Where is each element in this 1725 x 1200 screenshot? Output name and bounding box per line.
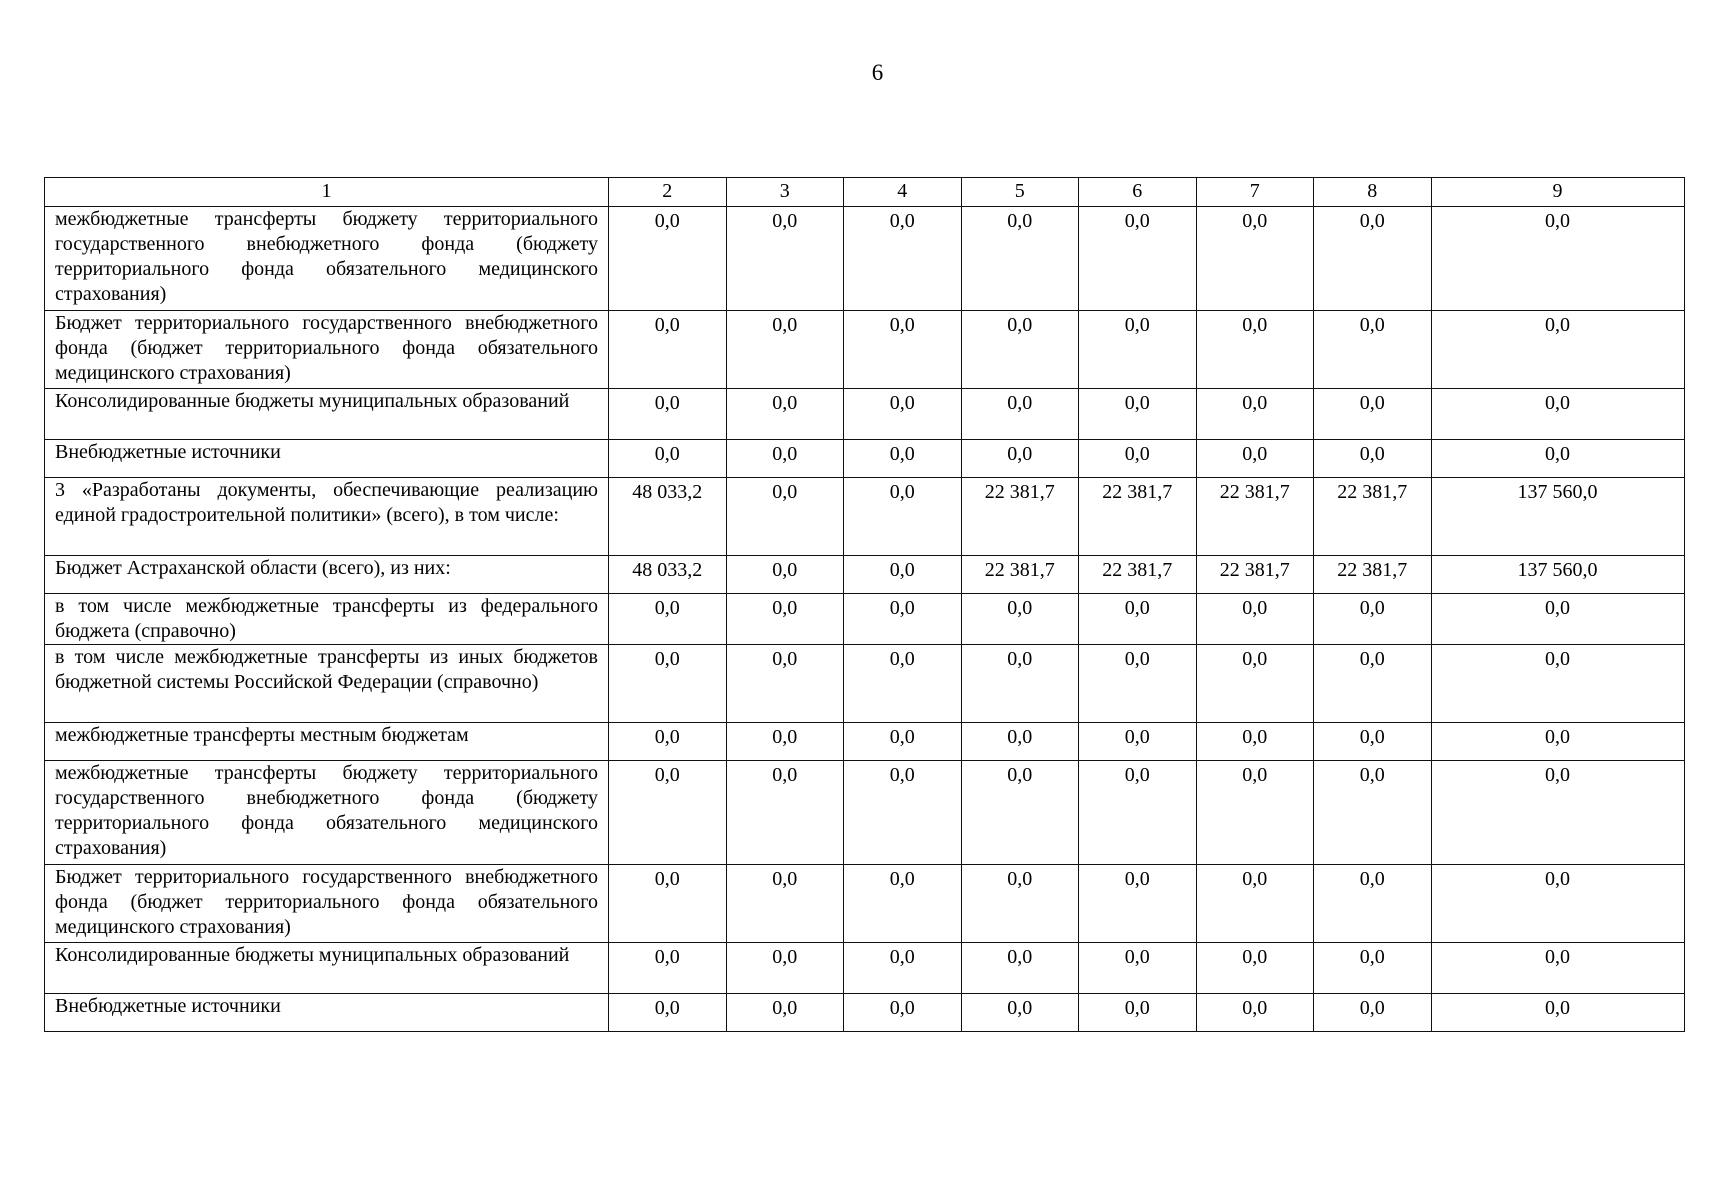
- row-label: Внебюджетные источники: [45, 440, 609, 478]
- column-header: 5: [961, 178, 1079, 207]
- value-cell: 0,0: [844, 761, 962, 865]
- column-header: 2: [609, 178, 727, 207]
- value-cell: 22 381,7: [1079, 556, 1197, 594]
- value-cell: 0,0: [1314, 389, 1432, 440]
- value-cell: 0,0: [1314, 440, 1432, 478]
- value-cell: 0,0: [961, 865, 1079, 943]
- value-cell: 0,0: [1079, 207, 1197, 311]
- value-cell: 22 381,7: [961, 478, 1079, 556]
- value-cell: 0,0: [1196, 594, 1314, 645]
- value-cell: 0,0: [961, 389, 1079, 440]
- value-cell: 0,0: [1196, 865, 1314, 943]
- row-label: межбюджетные трансферты бюджету территориального государственного внебюджетного фонда (бюджету территориального фонда обязательного медицинского страхования): [45, 761, 609, 865]
- value-cell: 0,0: [961, 943, 1079, 994]
- table-row: [45, 556, 1685, 594]
- table-row: [45, 594, 1685, 645]
- value-cell: 0,0: [1431, 761, 1684, 865]
- value-cell: 0,0: [1314, 594, 1432, 645]
- value-cell: 0,0: [609, 311, 727, 389]
- value-cell: 22 381,7: [1196, 478, 1314, 556]
- value-cell: 0,0: [726, 645, 844, 723]
- header-row: [45, 178, 1685, 207]
- value-cell: 0,0: [609, 994, 727, 1032]
- budget-table-body: [45, 178, 1685, 1032]
- value-cell: 0,0: [844, 556, 962, 594]
- table-row: [45, 389, 1685, 440]
- value-cell: 0,0: [961, 994, 1079, 1032]
- value-cell: 0,0: [1196, 389, 1314, 440]
- value-cell: 0,0: [961, 311, 1079, 389]
- row-label: в том числе межбюджетные трансферты из иных бюджетов бюджетной системы Российской Федерации (справочно): [45, 645, 609, 723]
- column-header: 9: [1431, 178, 1684, 207]
- value-cell: 0,0: [844, 943, 962, 994]
- value-cell: 0,0: [1314, 761, 1432, 865]
- value-cell: 0,0: [961, 594, 1079, 645]
- value-cell: 0,0: [726, 389, 844, 440]
- value-cell: 0,0: [961, 761, 1079, 865]
- value-cell: 0,0: [726, 594, 844, 645]
- row-label: Бюджет территориального государственного внебюджетного фонда (бюджет территориального фонда обязательного медицинского страхования): [45, 311, 609, 389]
- value-cell: 0,0: [1079, 311, 1197, 389]
- value-cell: 0,0: [1431, 645, 1684, 723]
- value-cell: 0,0: [609, 865, 727, 943]
- row-label: в том числе межбюджетные трансферты из федерального бюджета (справочно): [45, 594, 609, 645]
- value-cell: 0,0: [609, 389, 727, 440]
- value-cell: 0,0: [1196, 761, 1314, 865]
- value-cell: 0,0: [609, 943, 727, 994]
- value-cell: 0,0: [961, 723, 1079, 761]
- value-cell: 137 560,0: [1431, 478, 1684, 556]
- value-cell: 48 033,2: [609, 478, 727, 556]
- value-cell: 0,0: [1196, 723, 1314, 761]
- column-header: 1: [45, 178, 609, 207]
- column-header: 3: [726, 178, 844, 207]
- value-cell: 0,0: [961, 645, 1079, 723]
- value-cell: 0,0: [844, 478, 962, 556]
- table-row: [45, 994, 1685, 1032]
- table-row: [45, 865, 1685, 943]
- value-cell: 0,0: [1079, 943, 1197, 994]
- value-cell: 0,0: [609, 723, 727, 761]
- row-label: Бюджет Астраханской области (всего), из них:: [45, 556, 609, 594]
- value-cell: 137 560,0: [1431, 556, 1684, 594]
- value-cell: 0,0: [1314, 865, 1432, 943]
- value-cell: 22 381,7: [1314, 556, 1432, 594]
- value-cell: 0,0: [726, 556, 844, 594]
- value-cell: 22 381,7: [961, 556, 1079, 594]
- value-cell: 0,0: [844, 207, 962, 311]
- value-cell: 0,0: [609, 594, 727, 645]
- row-label: Внебюджетные источники: [45, 994, 609, 1032]
- value-cell: 0,0: [1196, 645, 1314, 723]
- column-header: 6: [1079, 178, 1197, 207]
- value-cell: 0,0: [1196, 207, 1314, 311]
- value-cell: 0,0: [726, 943, 844, 994]
- value-cell: 0,0: [726, 311, 844, 389]
- column-header: 7: [1196, 178, 1314, 207]
- value-cell: 0,0: [1431, 207, 1684, 311]
- value-cell: 0,0: [1431, 723, 1684, 761]
- value-cell: 0,0: [1314, 207, 1432, 311]
- value-cell: 0,0: [844, 645, 962, 723]
- value-cell: 0,0: [609, 761, 727, 865]
- value-cell: 0,0: [1196, 311, 1314, 389]
- value-cell: 0,0: [1314, 943, 1432, 994]
- value-cell: 0,0: [1431, 389, 1684, 440]
- value-cell: 0,0: [609, 645, 727, 723]
- value-cell: 0,0: [726, 761, 844, 865]
- value-cell: 0,0: [1431, 994, 1684, 1032]
- row-label: 3 «Разработаны документы, обеспечивающие реализацию единой градостроительной политики» (всего), в том числе:: [45, 478, 609, 556]
- value-cell: 0,0: [726, 865, 844, 943]
- value-cell: 0,0: [844, 440, 962, 478]
- row-label: Бюджет территориального государственного внебюджетного фонда (бюджет территориального фонда обязательного медицинского страхования): [45, 865, 609, 943]
- value-cell: 0,0: [1431, 943, 1684, 994]
- value-cell: 0,0: [726, 994, 844, 1032]
- row-label: Консолидированные бюджеты муниципальных образований: [45, 389, 609, 440]
- table-row: [45, 207, 1685, 311]
- row-label: межбюджетные трансферты бюджету территориального государственного внебюджетного фонда (бюджету территориального фонда обязательного медицинского страхования): [45, 207, 609, 311]
- value-cell: 0,0: [726, 723, 844, 761]
- value-cell: 0,0: [1431, 311, 1684, 389]
- value-cell: 0,0: [726, 207, 844, 311]
- value-cell: 48 033,2: [609, 556, 727, 594]
- value-cell: 0,0: [1079, 865, 1197, 943]
- table-row: [45, 943, 1685, 994]
- value-cell: 0,0: [1079, 761, 1197, 865]
- value-cell: 0,0: [1196, 440, 1314, 478]
- column-header: 4: [844, 178, 962, 207]
- value-cell: 22 381,7: [1196, 556, 1314, 594]
- value-cell: 0,0: [609, 440, 727, 478]
- value-cell: 0,0: [1079, 994, 1197, 1032]
- value-cell: 0,0: [1314, 723, 1432, 761]
- value-cell: 0,0: [844, 311, 962, 389]
- value-cell: 0,0: [726, 440, 844, 478]
- row-label: межбюджетные трансферты местным бюджетам: [45, 723, 609, 761]
- value-cell: 0,0: [1079, 723, 1197, 761]
- value-cell: 0,0: [844, 994, 962, 1032]
- value-cell: 0,0: [961, 207, 1079, 311]
- value-cell: 0,0: [961, 440, 1079, 478]
- value-cell: 0,0: [1079, 594, 1197, 645]
- table-row: [45, 761, 1685, 865]
- table-row: [45, 311, 1685, 389]
- value-cell: 0,0: [844, 723, 962, 761]
- value-cell: 22 381,7: [1079, 478, 1197, 556]
- value-cell: 0,0: [1196, 943, 1314, 994]
- table-row: [45, 723, 1685, 761]
- value-cell: 22 381,7: [1314, 478, 1432, 556]
- value-cell: 0,0: [1079, 389, 1197, 440]
- value-cell: 0,0: [609, 207, 727, 311]
- value-cell: 0,0: [1079, 645, 1197, 723]
- value-cell: 0,0: [1079, 440, 1197, 478]
- value-cell: 0,0: [1431, 594, 1684, 645]
- value-cell: 0,0: [1314, 645, 1432, 723]
- table-row: [45, 478, 1685, 556]
- budget-table: [44, 177, 1685, 1032]
- table-row: [45, 645, 1685, 723]
- value-cell: 0,0: [1431, 440, 1684, 478]
- row-label: Консолидированные бюджеты муниципальных образований: [45, 943, 609, 994]
- value-cell: 0,0: [844, 389, 962, 440]
- column-header: 8: [1314, 178, 1432, 207]
- value-cell: 0,0: [1431, 865, 1684, 943]
- value-cell: 0,0: [726, 478, 844, 556]
- page-number: 6: [871, 60, 884, 85]
- value-cell: 0,0: [844, 594, 962, 645]
- table-row: [45, 440, 1685, 478]
- value-cell: 0,0: [1314, 311, 1432, 389]
- value-cell: 0,0: [1314, 994, 1432, 1032]
- value-cell: 0,0: [1196, 994, 1314, 1032]
- value-cell: 0,0: [844, 865, 962, 943]
